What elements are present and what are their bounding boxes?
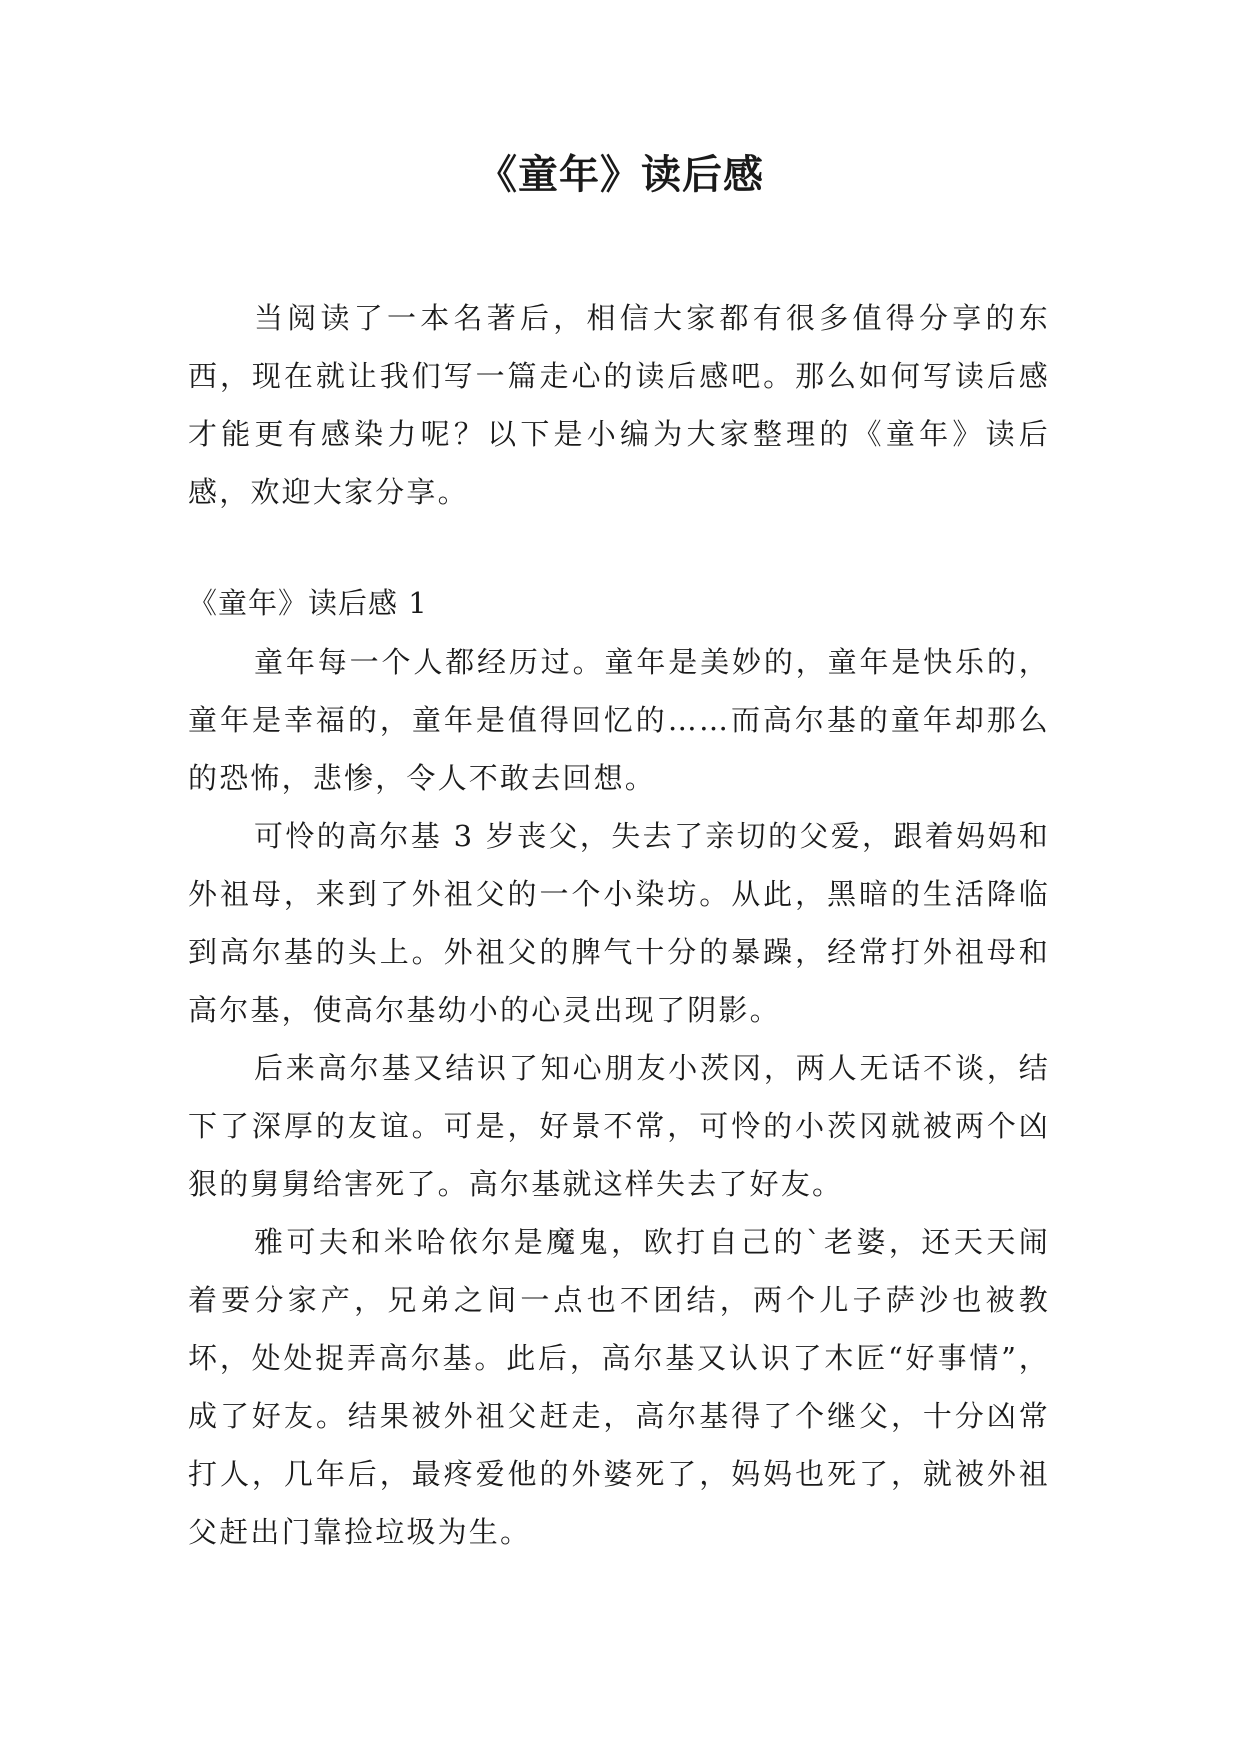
section-heading: 《童年》读后感 1 xyxy=(188,586,428,620)
body-paragraph: 可怜的高尔基 3 岁丧父，失去了亲切的父爱，跟着妈妈和外祖母，来到了外祖父的一个小染坊。从此，黑暗的生活降临到高尔基的头上。外祖父的脾气十分的暴躁，经常打外祖母和高尔基，使高尔基幼小的心灵出现了阴影。 xyxy=(188,819,1050,1027)
body-paragraph: 童年每一个人都经历过。童年是美妙的，童年是快乐的，童年是幸福的，童年是值得回忆的……而高尔基的童年却那么的恐怖，悲惨，令人不敢去回想。 xyxy=(188,645,1050,795)
body-paragraph: 雅可夫和米哈依尔是魔鬼，欧打自己的`老婆，还天天闹着要分家产，兄弟之间一点也不团结，两个儿子萨沙也被教坏，处处捉弄高尔基。此后，高尔基又认识了木匠“好事情”，成了好友。结果被外祖父赶走，高尔基得了个继父，十分凶常打人，几年后，最疼爱他的外婆死了，妈妈也死了，就被外祖父赶出门靠捡垃圾为生。 xyxy=(188,1225,1050,1549)
section-body xyxy=(188,633,1050,1561)
body-paragraph: 后来高尔基又结识了知心朋友小茨冈，两人无话不谈，结下了深厚的友谊。可是，好景不常，可怜的小茨冈就被两个凶狠的舅舅给害死了。高尔基就这样失去了好友。 xyxy=(188,1051,1050,1201)
document-title: 《童年》读后感 xyxy=(477,152,764,198)
intro-paragraph: 当阅读了一本名著后，相信大家都有很多值得分享的东西，现在就让我们写一篇走心的读后感吧。那么如何写读后感才能更有感染力呢？以下是小编为大家整理的《童年》读后感，欢迎大家分享。 xyxy=(188,301,1050,509)
